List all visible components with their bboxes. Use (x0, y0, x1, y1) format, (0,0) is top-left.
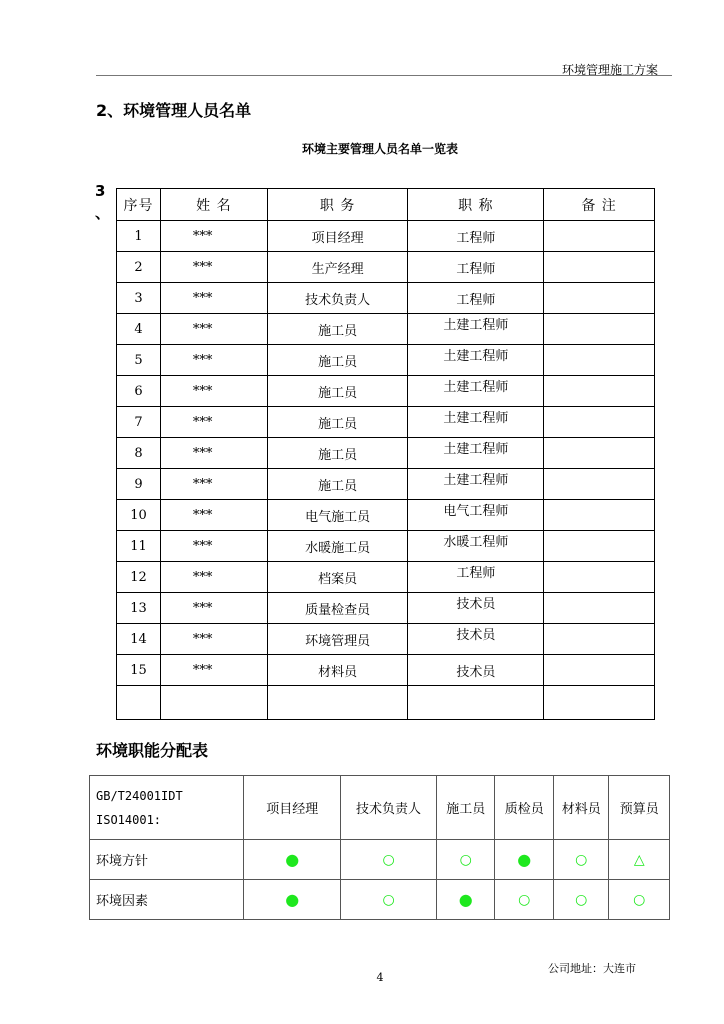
duty-cell (553, 840, 608, 880)
cell-note (544, 593, 655, 624)
table-row (117, 252, 655, 283)
cell-no: 11 (117, 531, 161, 562)
cell-name: *** (160, 593, 267, 624)
cell-no: 13 (117, 593, 161, 624)
cell-note (544, 655, 655, 686)
cell-role: 施工员 (267, 407, 408, 438)
cell-title (408, 500, 544, 531)
cell-name: *** (160, 624, 267, 655)
header-cell-no: 序号 (117, 189, 161, 221)
table-row (117, 500, 655, 531)
cell-title: 工程师 (408, 221, 544, 252)
cell-title-text: 土建工程师 (443, 379, 509, 395)
header-cell-role: 职 务 (267, 189, 408, 221)
cell-role: 施工员 (267, 345, 408, 376)
cell-title (408, 562, 544, 593)
cell-title-text: 土建工程师 (443, 410, 509, 426)
duty-cell (436, 880, 495, 920)
staff-table-header (117, 189, 655, 221)
duty-cell (495, 880, 554, 920)
cell-no: 9 (117, 469, 161, 500)
table-row (117, 283, 655, 314)
open-circle-icon: ○ (459, 851, 472, 868)
header-cell-name: 姓 名 (160, 189, 267, 221)
open-circle-icon: ○ (633, 891, 646, 908)
cell-name: *** (160, 314, 267, 345)
table-row-empty (117, 686, 655, 720)
cell-title-text: 工程师 (456, 565, 496, 581)
cell-title (408, 376, 544, 407)
cell-role: 技术负责人 (267, 283, 408, 314)
cell-name: *** (160, 500, 267, 531)
section-title: 2、环境管理人员名单 (96, 101, 252, 120)
duty-row-label: 环境因素 (90, 880, 244, 920)
side-mark (95, 180, 109, 224)
duty-cell (553, 880, 608, 920)
duty-cell (244, 840, 341, 880)
cell-no: 4 (117, 314, 161, 345)
side-mark-number: 3 (95, 182, 106, 200)
header-cell-title: 职 称 (408, 189, 544, 221)
cell-title-text: 土建工程师 (443, 317, 509, 333)
cell-no: 15 (117, 655, 161, 686)
filled-circle-icon: ● (517, 850, 532, 869)
cell-role: 项目经理 (267, 221, 408, 252)
duty-col-header: 质检员 (495, 776, 554, 840)
duty-cell (495, 840, 554, 880)
header-cell-note: 备 注 (544, 189, 655, 221)
cell-role: 生产经理 (267, 252, 408, 283)
cell-no: 8 (117, 438, 161, 469)
cell-title-text: 技术员 (456, 596, 496, 612)
cell-note (544, 624, 655, 655)
cell-title-text: 技术员 (456, 627, 496, 643)
cell-role: 施工员 (267, 469, 408, 500)
duty-col-header: 技术负责人 (341, 776, 437, 840)
cell-title: 技术员 (408, 655, 544, 686)
cell-note (544, 221, 655, 252)
cell-title (408, 345, 544, 376)
duty-cell (609, 880, 670, 920)
cell-title-text: 土建工程师 (443, 441, 509, 457)
table-row (117, 407, 655, 438)
table-row (117, 562, 655, 593)
table-caption: 环境主要管理人员名单一览表 (301, 142, 458, 156)
duty-cell (436, 840, 495, 880)
open-circle-icon: ○ (382, 851, 395, 868)
cell-role: 材料员 (267, 655, 408, 686)
duty-cell (244, 880, 341, 920)
staff-table (116, 188, 655, 720)
cell-title (408, 407, 544, 438)
cell-note (544, 500, 655, 531)
table-row (117, 469, 655, 500)
table-row (117, 593, 655, 624)
cell-no: 6 (117, 376, 161, 407)
header-rule (96, 75, 672, 76)
cell-no: 10 (117, 500, 161, 531)
cell-title (408, 531, 544, 562)
cell-title-text: 水暖工程师 (443, 534, 509, 550)
cell-name: *** (160, 221, 267, 252)
cell-empty (408, 686, 544, 720)
table-row (117, 345, 655, 376)
duty-row (90, 880, 670, 920)
cell-role: 档案员 (267, 562, 408, 593)
duty-col-header: 预算员 (609, 776, 670, 840)
cell-title-text: 电气工程师 (443, 503, 509, 519)
table-row (117, 655, 655, 686)
standard-line-2: ISO14001: (96, 812, 162, 827)
cell-name: *** (160, 531, 267, 562)
cell-note (544, 252, 655, 283)
cell-role: 水暖施工员 (267, 531, 408, 562)
cell-name: *** (160, 469, 267, 500)
open-circle-icon: ○ (518, 891, 531, 908)
cell-note (544, 438, 655, 469)
table-row (117, 376, 655, 407)
cell-empty (160, 686, 267, 720)
cell-no: 5 (117, 345, 161, 376)
cell-name: *** (160, 283, 267, 314)
triangle-icon: △ (633, 851, 645, 868)
cell-no: 12 (117, 562, 161, 593)
filled-circle-icon: ● (285, 850, 300, 869)
cell-name: *** (160, 562, 267, 593)
table-row (117, 438, 655, 469)
cell-title (408, 593, 544, 624)
cell-title (408, 469, 544, 500)
table-row (117, 314, 655, 345)
cell-title (408, 438, 544, 469)
cell-name: *** (160, 407, 267, 438)
cell-note (544, 283, 655, 314)
cell-empty (117, 686, 161, 720)
duty-table (89, 775, 670, 920)
cell-title: 工程师 (408, 283, 544, 314)
side-mark-comma: 、 (95, 204, 111, 222)
standard-cell (90, 776, 244, 840)
cell-name: *** (160, 438, 267, 469)
duty-table-header (90, 776, 670, 840)
cell-name: *** (160, 345, 267, 376)
cell-no: 1 (117, 221, 161, 252)
cell-title: 工程师 (408, 252, 544, 283)
duty-cell (341, 840, 437, 880)
duty-cell (341, 880, 437, 920)
footer-address: 公司地址：大连市 (548, 962, 636, 975)
cell-name: *** (160, 376, 267, 407)
cell-no: 3 (117, 283, 161, 314)
duty-row (90, 840, 670, 880)
cell-title (408, 624, 544, 655)
cell-no: 2 (117, 252, 161, 283)
duty-table-title: 环境职能分配表 (96, 741, 209, 760)
cell-role: 施工员 (267, 376, 408, 407)
cell-title (408, 314, 544, 345)
cell-note (544, 562, 655, 593)
cell-no: 14 (117, 624, 161, 655)
cell-note (544, 314, 655, 345)
cell-name: *** (160, 655, 267, 686)
cell-role: 环境管理员 (267, 624, 408, 655)
table-row (117, 221, 655, 252)
cell-role: 施工员 (267, 438, 408, 469)
header-title: 环境管理施工方案 (561, 63, 658, 77)
duty-row-label: 环境方针 (90, 840, 244, 880)
cell-empty (544, 686, 655, 720)
duty-cell (609, 840, 670, 880)
page-number: 4 (376, 971, 384, 984)
cell-title-text: 土建工程师 (443, 348, 509, 364)
filled-circle-icon: ● (285, 890, 300, 909)
cell-note (544, 376, 655, 407)
duty-col-header: 项目经理 (244, 776, 341, 840)
cell-note (544, 469, 655, 500)
cell-role: 质量检查员 (267, 593, 408, 624)
cell-name: *** (160, 252, 267, 283)
open-circle-icon: ○ (382, 891, 395, 908)
filled-circle-icon: ● (458, 890, 473, 909)
cell-note (544, 345, 655, 376)
open-circle-icon: ○ (575, 891, 588, 908)
cell-role: 电气施工员 (267, 500, 408, 531)
standard-line-1: GB/T24001IDT (96, 788, 183, 803)
cell-title-text: 土建工程师 (443, 472, 509, 488)
cell-note (544, 407, 655, 438)
cell-note (544, 531, 655, 562)
table-row (117, 531, 655, 562)
open-circle-icon: ○ (575, 851, 588, 868)
cell-no: 7 (117, 407, 161, 438)
duty-col-header: 施工员 (436, 776, 495, 840)
cell-empty (267, 686, 408, 720)
duty-col-header: 材料员 (553, 776, 608, 840)
cell-role: 施工员 (267, 314, 408, 345)
table-row (117, 624, 655, 655)
